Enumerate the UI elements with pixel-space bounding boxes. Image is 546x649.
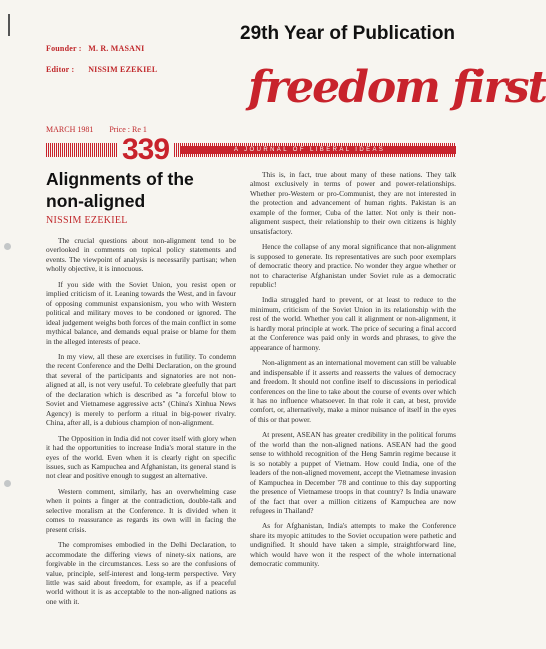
article-paragraph: Hence the collapse of any moral significance that non-alignment is supposed to generate. Its representatives are such poor exemplars of democratic theory and practice. No wonder they argue whether or not to characterise Afghanistan under Soviet rule as a democratic republic! [250, 242, 456, 289]
article-paragraph: The Opposition in India did not cover itself with glory when it had the opportunities to increase India's moral stature in the eyes of the world. Even when it is clearly right on specific issues, such as Kampuchea and Afghanistan, its general stand is not clear and positive enough to suggest an alternative. [46, 433, 236, 481]
article-paragraph: In my view, all these are exercises in futility. To condemn the recent Conference and the Delhi Declaration, on the ground that several of the participants and signatories are not non-aligned at all, is not very useful. To celebrate gleefully that part of the declaration which is described as "a forceful blow to Soviet and Vietnamese aggressive acts" (China's Xinhua News Agency) is merely to perform a ritual in big-power rivalry. China, after all, is a dubious champion of non-alignment. [46, 351, 236, 428]
article-paragraph: If you side with the Soviet Union, you resist open or implied criticism of it. Leaning towards the West, and in favour of opposing communist expansionism, you who with Western political and military moves to be condoned or ignored. The ideal judgement weighs both forces of the main conflict in some mythical balance, and demands equal praise or blame for them in the alleged interests of peace. [46, 279, 236, 346]
margin-mark [8, 14, 10, 36]
founder-name: M. R. MASANI [88, 44, 145, 53]
article-paragraph: This is, in fact, true about many of these nations. They talk almost exclusively in terms of power and power-relationships. Whether pro-Western or pro-Communist, they are not interested in the protection and advancement of human rights. Pakistan is an example of the former, Cuba of the latter. Not only is their non-alignment suspect, their relationship to their own citizens is highly unsatisfactory. [250, 170, 456, 236]
issue-price: Price : Re 1 [109, 125, 147, 134]
article-title: Alignments of the non-aligned [46, 169, 194, 211]
editor-label: Editor : [46, 65, 75, 74]
article-paragraph: At present, ASEAN has greater credibility in the political forums of the world than the non-aligned nations. ASEAN had the good sense to withhold recognition of the Heng Samrin regime because it is so notably a puppet of Vietnam. How could India, one of the leaders of the non-aligned movement, accept the Vietnamese invasion of Kampuchea in December '78 and continue to this day supporting the presence of Vietnamese troops in that country? Is India unaware of the fact that over a million citizens of Kampuchea are now refugees in Thailand? [250, 430, 456, 515]
masthead-logo: freedom first [248, 62, 546, 113]
article-paragraph: Western comment, similarly, has an overwhelming case when it points a finger at the contradiction, double-talk and selective moralism at the Conference. It is divided when it comes to reassurance as regards its own will in facing the present crisis. [46, 486, 236, 534]
editor-line [46, 65, 157, 74]
article-paragraph: As for Afghanistan, India's attempts to make the Conference share its myopic attitudes to the Soviet occupation were pathetic and undignified. It should have taken a simple, straightforward line, which would have won it the respect of the whole international democratic community. [250, 521, 456, 569]
punch-hole [4, 480, 11, 487]
anniversary-heading: 29th Year of Publication [240, 23, 456, 44]
article-paragraph: Non-alignment as an international movement can still be valuable and indispensable if it asserts and reasserts the values of democracy and freedom. It should not confine itself to discussions in periodical conferences on the line to take about the course of events over which it has no influence whatsoever. In that role it can, at best, provide comfort, or, alternatively, make a minor nuisance of itself in the eyes of this or that power. [250, 358, 456, 424]
punch-hole [4, 243, 11, 250]
editor-name: NISSIM EZEKIEL [88, 65, 158, 74]
founder-label: Founder : [46, 44, 82, 53]
article-byline: NISSIM EZEKIEL [46, 215, 128, 226]
article-paragraph: The crucial questions about non-alignment tend to be overlooked in comments on topical policy statements and events. The viewpoint of analysis is necessarily partisan; when wholly objective, it is innocuous. [46, 236, 236, 274]
issue-date: MARCH 1981 [46, 125, 94, 134]
founder-line [46, 44, 144, 53]
issue-number: 339 [118, 134, 173, 166]
article-paragraph: The compromises embodied in the Delhi Declaration, to accommodate the differing views of ninety-six nations, are forgivable in the circumstances. Less so are the confusions of value, principle, self-interest and long-term perspective. Very little was said about freedom, for example, as if a peaceful world without it is as acceptable to the non-aligned nations as one with it. [46, 540, 236, 606]
article-column-left [46, 236, 236, 612]
journal-tagline: A JOURNAL OF LIBERAL IDEAS [234, 147, 386, 153]
article-paragraph: India struggled hard to prevent, or at least to reduce to the minimum, criticism of the Soviet Union in its relationship with the rest of the world. Whether you call it alignment or non-alignment, it is hardly moral principle at work. The price of securing a final accord at the Conference was paid only in words and phrases, to give the appearance of harmony. [250, 295, 456, 352]
article-column-right [250, 170, 456, 575]
